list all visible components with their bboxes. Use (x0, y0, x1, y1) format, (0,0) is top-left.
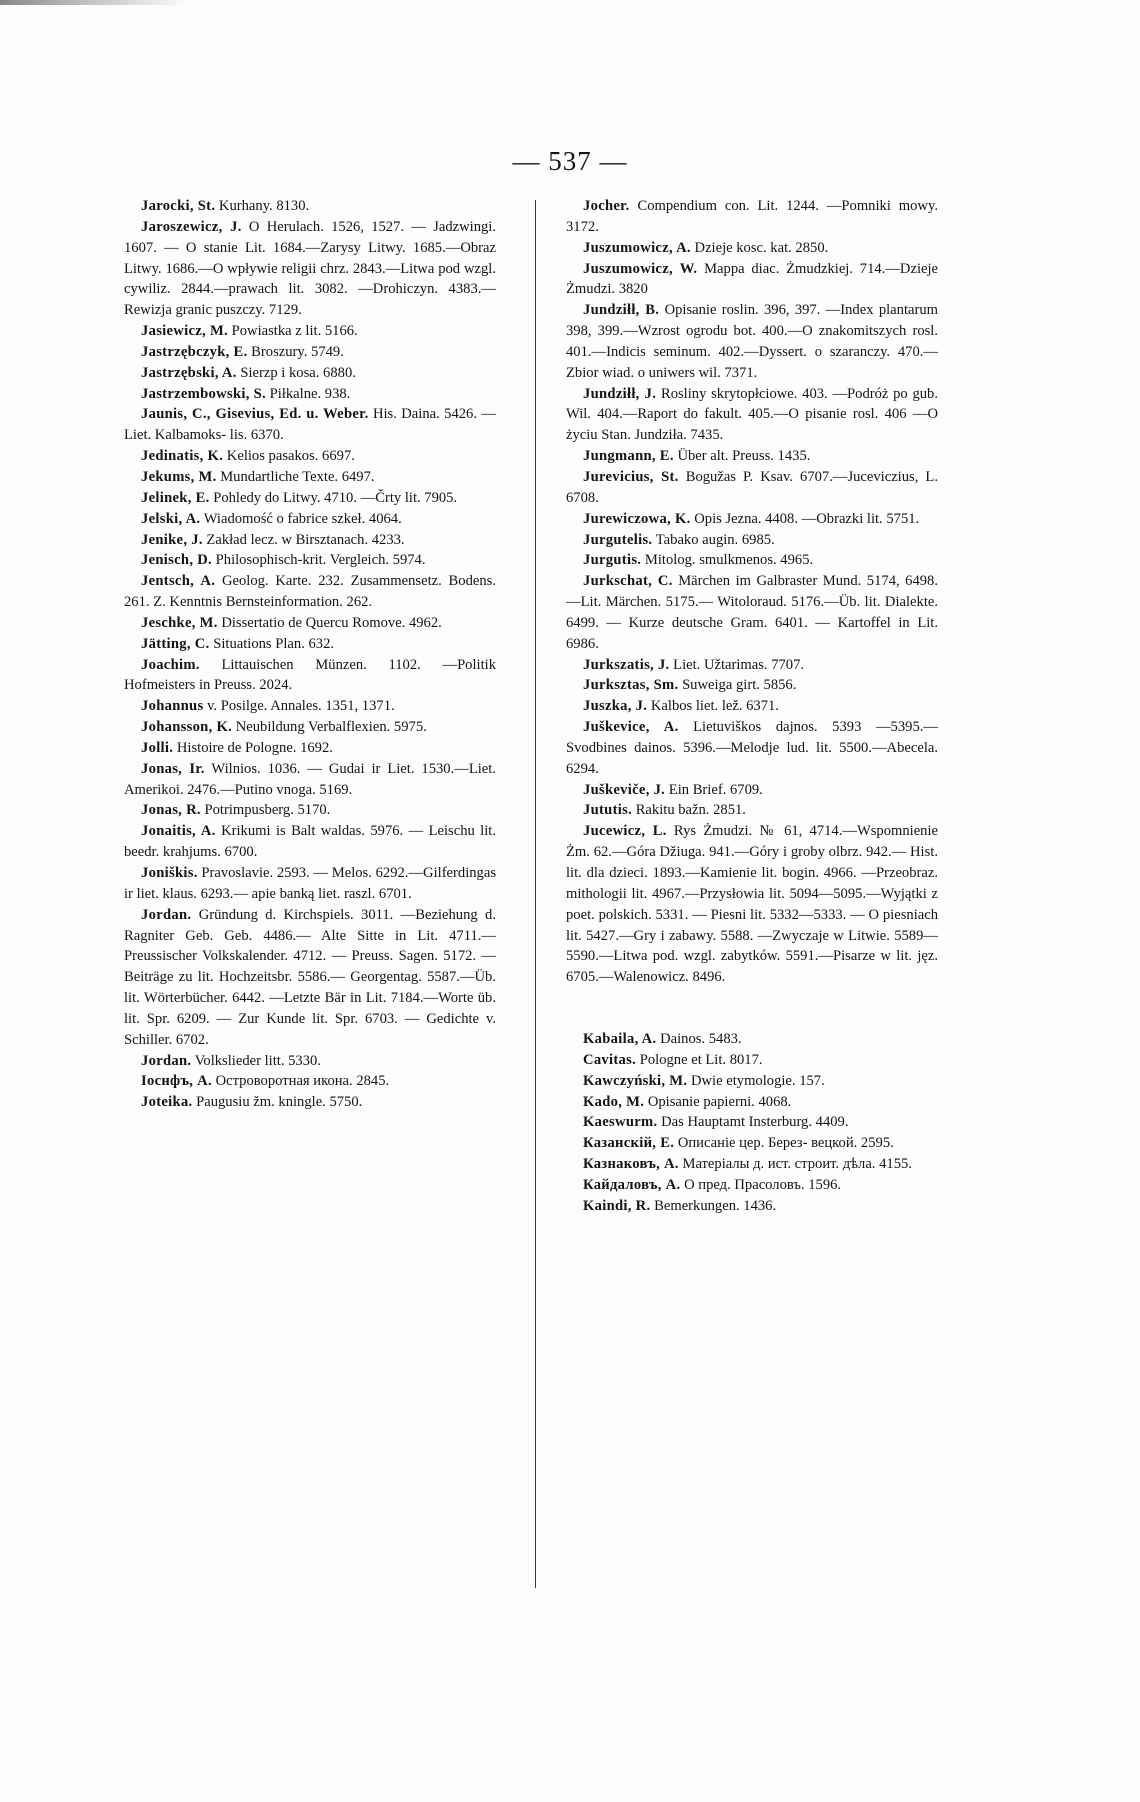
index-entry (566, 1154, 938, 1175)
index-entry (566, 509, 938, 530)
index-entry (124, 613, 496, 634)
index-entry (124, 1092, 496, 1113)
column-divider (535, 200, 536, 1588)
entry-author: Jurkszatis, J. (583, 656, 670, 673)
index-entry (566, 655, 938, 676)
entry-works: Sierzp i kosa. 6880. (236, 364, 356, 381)
entry-author: Jätting, C. (141, 635, 210, 652)
index-entry (566, 1071, 938, 1092)
entry-author: Kado, M. (583, 1093, 645, 1110)
index-entry (566, 675, 938, 696)
entry-works: Pohledy do Litwy. 4710. —Črty lit. 7905. (209, 489, 458, 506)
entry-works: Островоротная икона. 2845. (211, 1073, 390, 1090)
right-column (566, 196, 938, 1217)
entry-author: Kaeswurm. (583, 1114, 658, 1131)
entry-author: Jurewiczowa, K. (583, 510, 691, 527)
entry-works: Über alt. Preuss. 1435. (673, 448, 811, 465)
entry-author: Joachim. (141, 656, 200, 673)
entry-works: Wilnios. 1036. — Gudai ir Liet. 1530.—Liet. Amerikoi. 2476.—Putino vnoga. 5169. (124, 760, 496, 798)
index-entry (566, 238, 938, 259)
entry-author: Joteika. (141, 1094, 193, 1111)
index-entry (566, 717, 938, 780)
index-entry (124, 363, 496, 384)
index-entry (124, 863, 496, 905)
index-entry (124, 404, 496, 446)
entry-author: Jordan. (141, 1052, 192, 1069)
index-entry (566, 696, 938, 717)
left-column (124, 196, 496, 1113)
index-entry (124, 759, 496, 801)
entry-author: Jedinatis, K. (141, 448, 224, 465)
index-entry (124, 821, 496, 863)
entry-works: Dwie etymologie. 157. (687, 1072, 825, 1089)
entry-works: Gründung d. Kirchspiels. 3011. —Beziehung d. Ragniter Geb. Geb. 4486.— Alte Sitte in Lit. 4711.— Preussischer Volkskalender. 4712. — Preuss. Sagen. 5172. — Beiträge zu lit. Hochzeitsbr. 5586.— Georgentag. 5587.—Üb. lit. Wörterbücher. 6442. —Letzte Bär in Lit. 7184.—Worte üb. lit. Spr. 6209. — Zur Kunde lit. Spr. 6703. — Gedichte v. Schiller. 6702. (124, 906, 496, 1048)
entry-works: Krikumi is Balt waldas. 5976. — Leischu lit. beedr. krahjums. 6700. (124, 823, 496, 861)
entry-author: Jolli. (141, 739, 174, 756)
entry-author: Jurksztas, Sm. (583, 677, 679, 694)
scan-edge-mark (0, 0, 190, 5)
index-entry (124, 196, 496, 217)
index-entry (124, 384, 496, 405)
entry-author: Jelinek, E. (141, 489, 210, 506)
index-entry (124, 1071, 496, 1092)
entry-author: Jarocki, St. (141, 198, 216, 214)
entry-works: Rys Żmudzi. № 61, 4714.—Wspomnienie Żm. 62.—Góra Džiuga. 941.—Góry i groby olbrz. 942.— Hist. lit. dla dzieci. 1893.—Kamienie lit. bogin. 4966. —Przeobraz. mithologii lit. 4967.—Przysłowia lit. 5094—5095.—Wyjątki z poet. polskich. 5331. — Piesni lit. 5332—5333. — O piesniach lit. 5427.—Gry i zabawy. 5588. —Zwyczaje w Litwie. 5589—5590.—Litwa pod. wzgl. zabytków. 5591.—Pisarze w lit. jęz. 6705.—Walenowicz. 8496. (566, 823, 938, 986)
entry-works: Compendium con. Lit. 1244. —Pomniki mowy. 3172. (566, 198, 938, 235)
entry-author: Jekums, M. (141, 468, 217, 485)
index-entry (124, 530, 496, 551)
page-number: — 537 — (512, 146, 628, 176)
index-entry (124, 467, 496, 488)
entry-works: Piłkalne. 938. (266, 385, 351, 402)
entry-works: Bogužas P. Ksav. 6707.—Juceviczius, L. 6708. (566, 468, 938, 506)
entry-works: Kalbos liet. lež. 6371. (647, 698, 779, 715)
index-entry (566, 1112, 938, 1133)
entry-works: Ein Brief. 6709. (665, 781, 763, 798)
index-entry (124, 905, 496, 1051)
index-entry (124, 571, 496, 613)
index-entry (566, 571, 938, 654)
entry-author: Cavitas. (583, 1051, 637, 1068)
entry-works: Pologne et Lit. 8017. (636, 1051, 763, 1068)
entry-author: Jastrzembowski, S. (141, 385, 266, 402)
entry-author: Jaroszewicz, J. (141, 218, 242, 235)
entry-works: Opis Jezna. 4408. —Obrazki lit. 5751. (690, 510, 920, 527)
entry-author: Jurkschat, C. (583, 573, 673, 590)
entry-author: Jurgutelis. (583, 531, 653, 548)
index-entry (124, 217, 496, 321)
index-entry (566, 800, 938, 821)
entry-works: Volkslieder litt. 5330. (191, 1052, 321, 1069)
entry-works: Opisanie roslin. 396, 397. —Index plantarum 398, 399.—Wzrost ogrodu bot. 400.—O znakomitszych rosl. 401.—Indicis seminum. 402.—Dyssert. o szaranczy. 470.—Zbior wiad. o uniwers wil. 7371. (566, 302, 938, 381)
index-entry (566, 550, 938, 571)
entry-works: O Herulach. 1526, 1527. — Jadzwingi. 1607. — O stanie Lit. 1684.—Zarysy Litwy. 1685.—Obraz Litwy. 1686.—O wpływie religii chrz. 2843.—Litwa pod wzgl. cywiliz. 2844.—prawach lit. 3082. —Drohiczyn. 4383.—Rewizja granic puszczy. 7129. (124, 218, 496, 319)
entry-author: Jenisch, D. (141, 552, 213, 569)
entry-works: Liet. Užtarimas. 7707. (669, 656, 805, 673)
index-entry (566, 1050, 938, 1071)
entry-author: Jurevicius, St. (583, 468, 679, 485)
index-entry (566, 196, 938, 238)
entry-author: Jasiewicz, M. (141, 323, 228, 340)
index-entry (566, 300, 938, 383)
entry-author: Juszumowicz, W. (583, 260, 698, 277)
entry-works: Suweiga girt. 5856. (678, 677, 797, 694)
entry-author: Кайдаловъ, А. (583, 1176, 681, 1193)
entry-author: Kaindi, R. (583, 1197, 651, 1214)
index-entry (566, 384, 938, 447)
index-entry (566, 780, 938, 801)
index-entry (566, 1133, 938, 1154)
entry-author: Jonaitis, A. (141, 823, 216, 840)
entry-author: Jelski, A. (141, 510, 201, 527)
entry-author: Jaunis, C., Gisevius, Ed. u. Weber. (141, 406, 369, 423)
entry-works: Rakitu bažn. 2851. (632, 802, 746, 819)
entry-author: Казанскій, Е. (583, 1135, 675, 1152)
entry-works: v. Posilge. Annales. 1351, 1371. (203, 698, 395, 715)
entry-works: Histoire de Pologne. 1692. (173, 739, 333, 756)
index-entry (124, 800, 496, 821)
entry-works: Wiadomość o fabrice szkeł. 4064. (200, 510, 402, 527)
index-entry (566, 821, 938, 988)
entry-author: Jocher. (583, 198, 630, 214)
entry-author: Jonas, R. (141, 802, 201, 819)
index-entry (124, 655, 496, 697)
entry-works: Матеріалы д. ист. строит. дѣла. 4155. (678, 1156, 912, 1173)
entry-author: Jastrzębczyk, E. (141, 343, 248, 360)
index-entry (124, 550, 496, 571)
entry-author: Jurgutis. (583, 552, 642, 569)
index-entry (124, 446, 496, 467)
entry-author: Juszka, J. (583, 698, 648, 715)
entry-works: Das Hauptamt Insterburg. 4409. (657, 1114, 849, 1131)
entry-author: Jundziłł, J. (583, 385, 657, 402)
entry-works: Mundartliche Texte. 6497. (216, 468, 375, 485)
entry-works: Kelios pasakos. 6697. (223, 448, 355, 465)
entry-works: Littauischen Münzen. 1102. —Politik Hofmeisters in Preuss. 2024. (124, 656, 496, 694)
index-entry (566, 1092, 938, 1113)
entry-author: Johannus (141, 698, 204, 715)
entry-works: Описаніе цер. Берез- вецкой. 2595. (674, 1135, 894, 1152)
entry-works: His. Daina. 5426. — Liet. Kalbamoks- lis. 6370. (124, 406, 496, 444)
entry-works: Märchen im Galbraster Mund. 5174, 6498.—Lit. Märchen. 5175.— Witoloraud. 5176.—Üb. lit. Dialekte. 6499. — Kurze deutsche Gram. 6401. — Kartoffel in Lit. 6986. (566, 573, 938, 652)
entry-author: Johansson, K. (141, 719, 233, 736)
index-entry (566, 530, 938, 551)
entry-works: Geolog. Karte. 232. Zusammensetz. Bodens. 261. Z. Kenntnis Bernsteinformation. 262. (124, 573, 496, 611)
index-entry (566, 1196, 938, 1217)
entry-works: Broszury. 5749. (247, 343, 344, 360)
index-entry (124, 321, 496, 342)
entry-works: Tabako augin. 6985. (652, 531, 775, 548)
index-entry (124, 488, 496, 509)
index-entry (566, 446, 938, 467)
entry-works: Kurhany. 8130. (215, 198, 310, 214)
index-entry (124, 634, 496, 655)
index-entry (566, 1175, 938, 1196)
index-entry (124, 509, 496, 530)
entry-author: Jordan. (141, 906, 192, 923)
entry-works: Pravoslavie. 2593. — Melos. 6292.—Gilferdingas ir liet. klaus. 6293.— apie banką liet. raszl. 6701. (124, 865, 496, 902)
index-entry (124, 717, 496, 738)
entry-author: Jututis. (583, 802, 633, 819)
entry-author: Kawczyński, M. (583, 1072, 688, 1089)
entry-works: Neubildung Verbalflexien. 5975. (232, 719, 427, 736)
entry-works: Dissertatio de Quercu Romove. 4962. (217, 614, 442, 631)
entry-author: Juszumowicz, A. (583, 239, 691, 256)
entry-author: Kabaila, A. (583, 1031, 657, 1048)
entry-author: Jentsch, A. (141, 573, 216, 590)
entry-works: О пред. Прасоловъ. 1596. (680, 1176, 842, 1193)
entry-author: Juškeviče, J. (583, 781, 666, 798)
index-entry (124, 696, 496, 717)
entry-author: Казнаковъ, А. (583, 1156, 679, 1173)
entry-works: Paugusiu žm. kningle. 5750. (192, 1094, 363, 1111)
entry-author: Jucewicz, L. (583, 823, 667, 840)
entry-works: Mappa diac. Żmudzkiej. 714.—Dzieje Żmudzi. 3820 (566, 260, 939, 298)
entry-works: Rosliny skrytopłciowe. 403. —Podróż po gub. Wil. 404.—Raport do fakult. 405.—O pisanie rosl. 406 —O życiu Stan. Jundziła. 7435. (566, 385, 938, 444)
entry-author: Jonas, Ir. (141, 760, 205, 777)
entry-author: Jungmann, E. (583, 448, 674, 465)
entry-works: Mitolog. smulkmenos. 4965. (641, 552, 814, 569)
entry-works: Philosophisch-krit. Vergleich. 5974. (212, 552, 426, 569)
entry-author: Jeschke, M. (141, 614, 218, 631)
entry-author: Joniškis. (141, 865, 198, 881)
entry-author: Jastrzębski, A. (141, 364, 237, 381)
entry-works: Bemerkungen. 1436. (650, 1197, 777, 1214)
index-entry (566, 467, 938, 509)
entry-works: Potrimpusberg. 5170. (200, 802, 331, 819)
entry-author: Іоснфъ, А. (141, 1073, 212, 1090)
entry-works: Dzieje kosc. kat. 2850. (690, 239, 829, 256)
entry-author: Jundziłł, B. (583, 302, 660, 319)
index-entry (124, 1051, 496, 1072)
entry-works: Lietuviškos dajnos. 5393 —5395.—Svodbines dainos. 5396.—Melodje lud. lit. 5500.—Abecela. 6294. (566, 719, 938, 777)
entry-works: Opisanie papierni. 4068. (644, 1093, 792, 1110)
entry-works: Situations Plan. 632. (209, 635, 335, 652)
entry-works: Zakład lecz. w Birsztanach. 4233. (202, 531, 405, 548)
entry-works: Dainos. 5483. (656, 1031, 742, 1048)
entry-author: Jenike, J. (141, 531, 203, 548)
entry-works: Powiastka z lit. 5166. (227, 323, 358, 340)
index-entry (124, 738, 496, 759)
index-entry (124, 342, 496, 363)
index-entry (566, 259, 938, 301)
index-entry (566, 1029, 938, 1050)
entry-author: Juškevice, A. (583, 719, 679, 736)
